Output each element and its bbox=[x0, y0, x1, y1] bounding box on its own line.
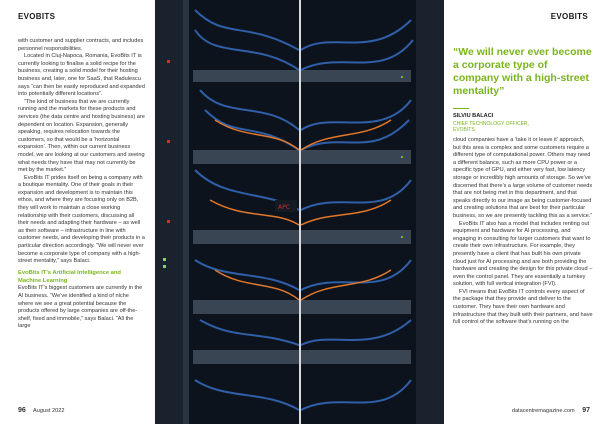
right-page bbox=[301, 0, 600, 424]
issue-date: August 2022 bbox=[33, 408, 65, 414]
pull-quote: “We will never ever become a corporate type of company with a high-street mentality” bbox=[453, 46, 592, 97]
quote-attribution-name: SILVIU BALACI bbox=[453, 113, 494, 119]
brand-logo: EVOBITS bbox=[550, 12, 588, 21]
paragraph: cloud companies have a ‘take it or leave it’ approach, but this area is complex and some customers require a different type of computational power. Others may need a different balance, such as more CPU power or a specific type of GPU, and either very fast, low latency storage or incredibly high amounts of storage. So we’ve discerned that there’s a large volume of customer needs that are not being met in this department, and that speaks directly to our image as being customer-focused and creating solutions that are best for their particular business, so we are presently tackling this as a service.” bbox=[453, 137, 593, 219]
left-article-column bbox=[18, 38, 145, 331]
paragraph: FVI means that EvoBits IT controls every aspect of the package that they provide and deliver to the customer. They have their own hardware and infrastructure that they built with their partners, and have full control of the software that’s running on the bbox=[453, 288, 593, 326]
paragraph: Located in Cluj-Napoca, Romania, EvoBits IT is currently looking to finalise a solid recipe for the business, creating a solid model for their hosting business and, later, one for SaaS, that Radulescu says “can then be easily reproduced and expanded into potentially different locations”. bbox=[18, 53, 145, 98]
paragraph: EvoBits IT’s biggest customers are currently in the AI business. “We’ve identified a kind of niche where we see a great potential because the products offered by large companies are off-the-shelf, fixed and immobile,” says Balaci. “All the large bbox=[18, 285, 143, 330]
website: datacentremagazine.com bbox=[511, 408, 575, 414]
quote-attribution-title: CHIEF TECHNOLOGY OFFICER, bbox=[453, 121, 529, 127]
rack-label: APC bbox=[278, 204, 290, 211]
paragraph: “The kind of business that we are currently running and the markets for these products and services (the data centre and hosting business) are dependent on location. Expansion, generally speaking, requires relocation towards the customers, so that would be a ‘horizontal expansion’. Then, within our current business model, we are looking at our customers and seeing what needs they have that may not currently be met by the market.” bbox=[18, 98, 145, 174]
right-footer bbox=[512, 407, 590, 414]
paragraph: EvoBits IT also has a model that includes renting out equipment and hardware for AI processing, and engaging in consulting for larger customers that want to create their own infrastructure. For example, they presently have a client that has built his own private cloud just for AI processing and are both providing the hardware and creating the design for this private cloud – even the control panel. They are essentially a turnkey solution, with full vertical integration (FVI). bbox=[453, 220, 593, 288]
brand-logo: EVOBITS bbox=[18, 12, 56, 21]
right-article-column bbox=[453, 137, 593, 327]
paragraph: EvoBits IT prides itself on being a company with a boutique mentality. One of their goals in their expansion and development is to maintain this ethos, and where they are focusing only on B2B, they will work to maintain a close working relationship with their customers, discussing all their needs and adapting their hardware – as well as their software – infrastructure in line with customer needs, and developing their products in a particular direction accordingly. “We will never ever become a corporate type of company with a high-street mentality,” says Balaci. bbox=[18, 174, 145, 265]
page-number: 97 bbox=[582, 407, 590, 414]
left-page bbox=[0, 0, 299, 424]
server-photo-left bbox=[155, 0, 299, 424]
section-subheading: EvoBits IT’s Artificial Intelligence and Machine Learning bbox=[18, 269, 121, 284]
paragraph: with customer and supplier contracts, and includes personnel responsibilities. bbox=[18, 38, 144, 52]
left-footer bbox=[18, 407, 64, 414]
server-photo-right bbox=[301, 0, 444, 424]
quote-divider bbox=[453, 108, 469, 109]
quote-attribution-company: EVOBITS bbox=[453, 127, 475, 133]
page-number: 96 bbox=[18, 407, 26, 414]
